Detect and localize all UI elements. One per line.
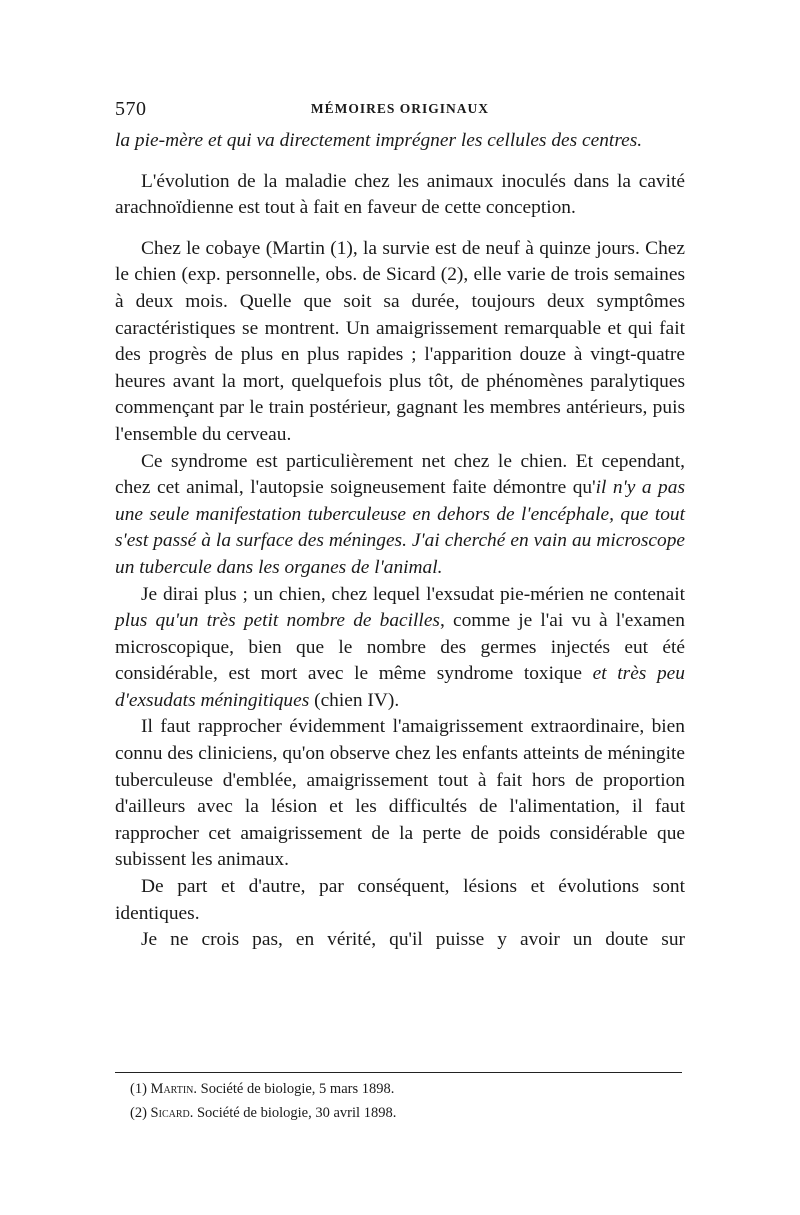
text-run: , comme je l'ai vu à l'examen microscopique, bien que le nombre des germes injectés eut été considérable, est mort avec le même syndrome toxique <box>115 610 685 685</box>
paragraph-2: L'évolution de la maladie chez les animaux inoculés dans la cavité arachnoïdienne est tout à fait en faveur de cette conception. <box>115 170 685 219</box>
body-text <box>115 128 685 954</box>
italic-text: il n'y a pas une seule manifestation tuberculeuse en dehors de l'encéphale, que tout s'est passé à la surface des méninges. J'ai cherché en vain au microscope un tubercule dans les organes de l'animal. <box>115 477 685 578</box>
text-run: (chien IV). <box>309 689 400 711</box>
text-run: Je dirai plus ; un chien, chez lequel l'exsudat pie-mérien ne contenait <box>141 583 685 605</box>
footnote-text: Société de biologie, 5 mars 1898. <box>200 1081 395 1097</box>
paragraph-4-lead: Ce syndrome est particulièrement net chez le chien. Et cependant, chez cet animal, l'autopsie soigneusement faite démontre qu' <box>115 450 685 499</box>
italic-text: plus qu'un très petit nombre de bacilles <box>115 610 440 632</box>
paragraph-1 <box>115 128 685 155</box>
page-header <box>115 98 685 120</box>
paragraph-6: Il faut rapprocher évidemment l'amaigrissement extraordinaire, bien connu des cliniciens, qu'on observe chez les enfants atteints de méningite tuberculeuse d'emblée, amaigrissement tout à fait hors de proportion d'ailleurs avec la lésion et les difficultés de l'alimentation, il faut rapprocher cet amaigrissement de la perte de poids considérable que subissent les animaux. <box>115 716 685 871</box>
footnote-text: Société de biologie, 30 avril 1898. <box>196 1105 397 1121</box>
running-title: MÉMOIRES ORIGINAUX <box>310 101 490 116</box>
footnote-2 <box>130 1101 670 1125</box>
footnote-marker: (1) <box>130 1081 147 1097</box>
footnote-marker: (2) <box>130 1105 147 1121</box>
footnote-rule <box>115 1072 682 1073</box>
footnote-author: Martin. <box>150 1081 198 1097</box>
paragraph-8: Je ne crois pas, en vérité, qu'il puisse y avoir un doute sur <box>141 929 685 951</box>
footnotes <box>130 1077 670 1125</box>
italic-text: la pie-mère et qui va directement imprégner les cellules des centres. <box>115 130 643 151</box>
italic-text: et très peu d'exsudats méningitiques <box>115 663 685 711</box>
paragraph-3: Chez le cobaye (Martin (1), la survie est de neuf à quinze jours. Chez le chien (exp. personnelle, obs. de Sicard (2), elle varie de trois semaines à deux mois. Quelle que soit sa durée, toujours deux symptômes caractéristiques se montrent. Un amaigrissement remarquable et qui fait des progrès de plus en plus rapides ; l'apparition douze à vingt-quatre heures avant la mort, quelquefois plus tôt, de phénomènes paralytiques commençant par le train postérieur, gagnant les membres antérieurs, puis l'ensemble du cerveau. <box>115 237 685 445</box>
paragraph-4 <box>115 449 685 582</box>
page-number: 570 <box>115 98 147 120</box>
paragraph-5 <box>115 582 685 715</box>
footnote-1 <box>130 1077 670 1101</box>
paragraph-7: De part et d'autre, par conséquent, lésions et évolutions sont identiques. <box>115 876 685 924</box>
footnote-author: Sicard. <box>150 1105 194 1121</box>
